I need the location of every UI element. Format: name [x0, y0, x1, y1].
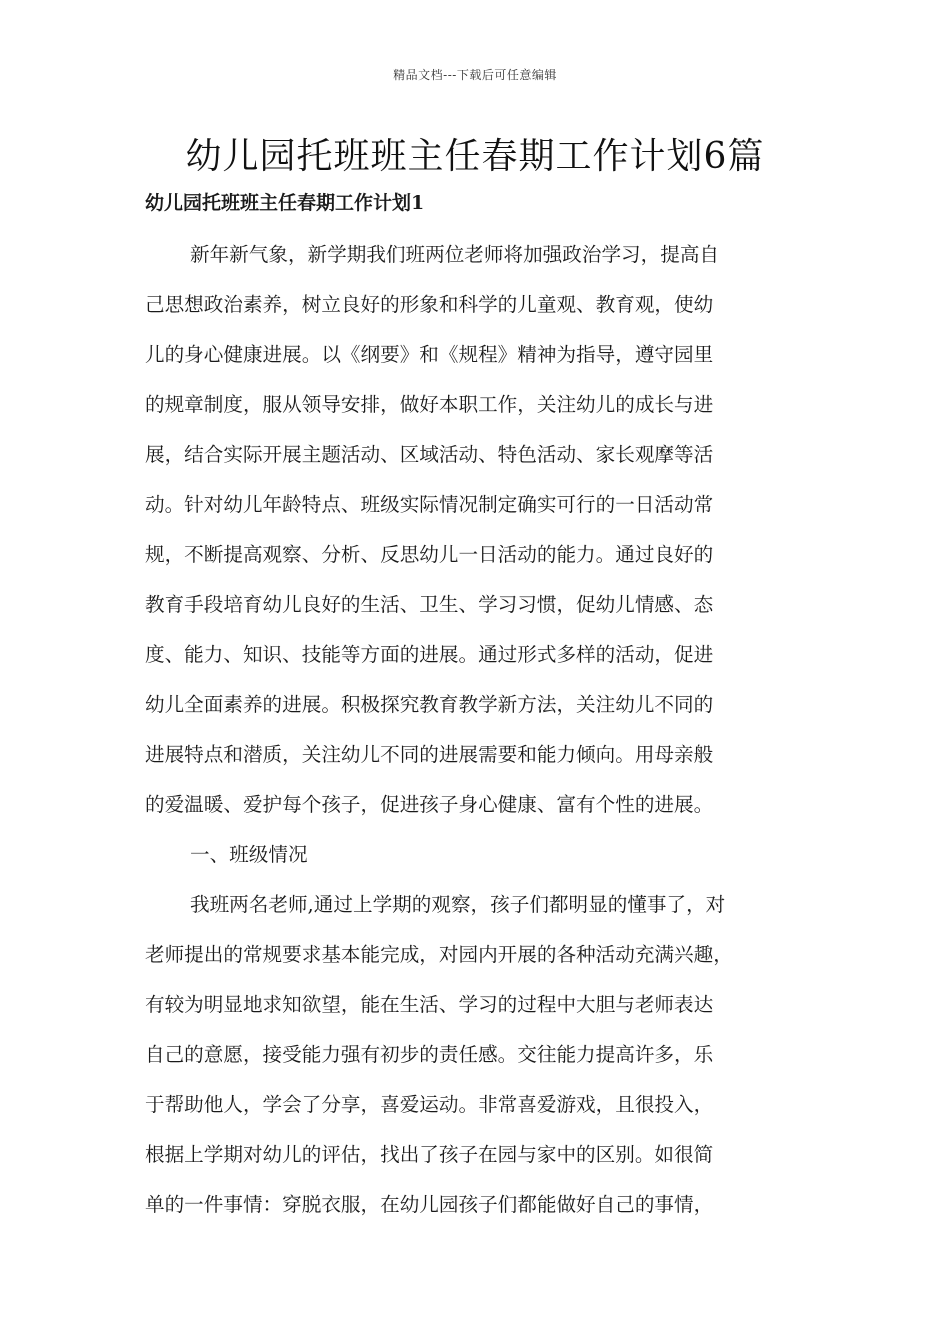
- paragraph-line: 新年新气象，新学期我们班两位老师将加强政治学习，提高自: [190, 243, 720, 266]
- paragraph-line: 根据上学期对幼儿的评估，找出了孩子在园与家中的区别。如很简: [145, 1143, 714, 1166]
- paragraph-line: 动。针对幼儿年龄特点、班级实际情况制定确实可行的一日活动常: [145, 493, 714, 516]
- paragraph-line: 己思想政治素养，树立良好的形象和科学的儿童观、教育观，使幼: [145, 293, 714, 316]
- body-text: [145, 230, 825, 1230]
- paragraph-line: 老师提出的常规要求基本能完成，对园内开展的各种活动充满兴趣，: [145, 943, 733, 966]
- paragraph-line: 教育手段培育幼儿良好的生活、卫生、学习习惯，促幼儿情感、态: [145, 593, 714, 616]
- header-note: 精品文档---下载后可任意编辑: [393, 68, 557, 82]
- paragraph-line: 单的一件事情：穿脱衣服，在幼儿园孩子们都能做好自己的事情，: [145, 1193, 714, 1216]
- paragraph-line: 的爱温暖、爱护每个孩子，促进孩子身心健康、富有个性的进展。: [145, 793, 714, 816]
- subheading: 一、班级情况: [190, 843, 308, 866]
- paragraph-line: 幼儿全面素养的进展。积极探究教育教学新方法，关注幼儿不同的: [145, 693, 714, 716]
- paragraph-line: 的规章制度，服从领导安排，做好本职工作，关注幼儿的成长与进: [145, 393, 714, 416]
- paragraph-line: 度、能力、知识、技能等方面的进展。通过形式多样的活动，促进: [145, 643, 714, 666]
- paragraph-line: 进展特点和潜质，关注幼儿不同的进展需要和能力倾向。用母亲般: [145, 743, 714, 766]
- paragraph-line: 于帮助他人，学会了分享，喜爱运动。非常喜爱游戏，且很投入，: [145, 1093, 714, 1116]
- paragraph-line: 我班两名老师,通过上学期的观察，孩子们都明显的懂事了，对: [190, 893, 726, 916]
- paragraph-line: 规，不断提高观察、分析、反思幼儿一日活动的能力。通过良好的: [145, 543, 714, 566]
- section-title: 幼儿园托班班主任春期工作计划1: [145, 192, 425, 214]
- paragraph-line: 儿的身心健康进展。以《纲要》和《规程》精神为指导，遵守园里: [145, 343, 714, 366]
- document-title: 幼儿园托班班主任春期工作计划6篇: [185, 136, 765, 177]
- paragraph-line: 有较为明显地求知欲望，能在生活、学习的过程中大胆与老师表达: [145, 993, 714, 1016]
- paragraph-line: 展，结合实际开展主题活动、区域活动、特色活动、家长观摩等活: [145, 443, 714, 466]
- paragraph-line: 自己的意愿，接受能力强有初步的责任感。交往能力提高许多，乐: [145, 1043, 714, 1066]
